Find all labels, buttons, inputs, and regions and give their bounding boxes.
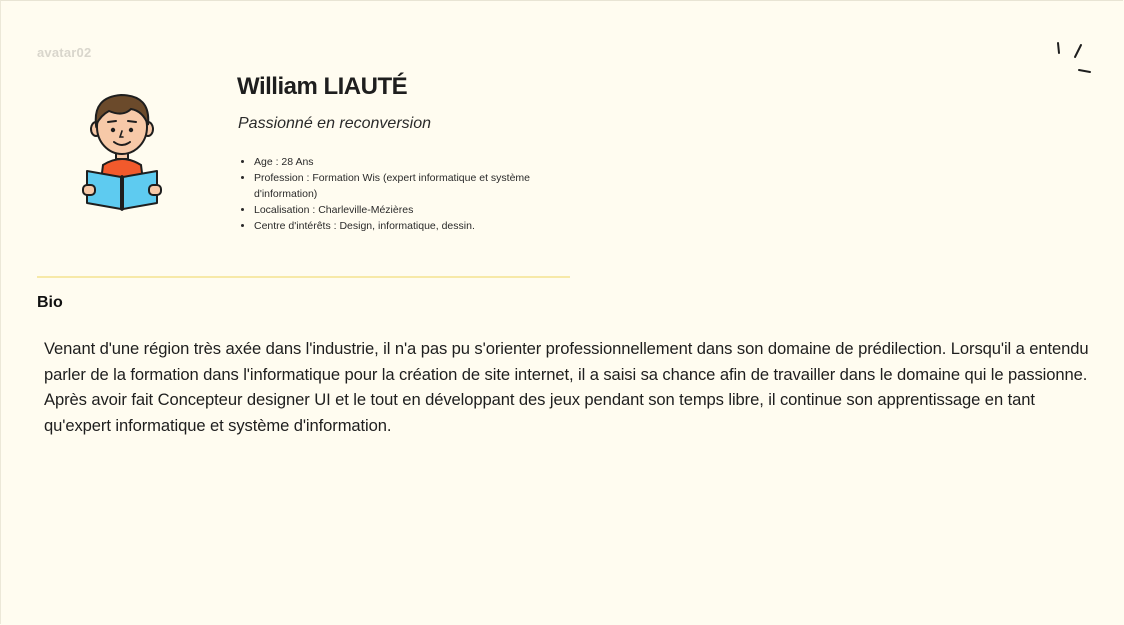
avatar-label: avatar02 [37, 45, 92, 60]
detail-age: • Age : 28 Ans [254, 154, 574, 170]
detail-location: • Localisation : Charleville-Mézières [254, 202, 574, 218]
sparkle-doodle-icon [1053, 39, 1097, 79]
persona-name: William LIAUTÉ [237, 73, 408, 100]
section-divider [37, 276, 570, 278]
persona-tagline: Passionné en reconversion [238, 115, 432, 132]
bio-title: Bio [37, 294, 63, 311]
detail-profession: • Profession : Formation Wis (expert informatique et système d'information) [254, 170, 574, 202]
detail-interests: • Centre d'intérêts : Design, informatique, dessin. [254, 218, 574, 234]
person-reading-book-icon [81, 91, 163, 215]
persona-details-list [238, 154, 574, 234]
bio-text: Venant d'une région très axée dans l'industrie, il n'a pas pu s'orienter professionnellement dans son domaine de prédilection. Lorsqu'il a entendu parler de la formation dans l'informatique pour la création de site internet, il a saisi sa chance afin de travailler dans le domaine qui le passionne. Après avoir fait Concepteur designer UI et le tout en développant des jeux pendant son temps libre, il continue son apprentissage en tant qu'expert informatique et système d'information. [44, 339, 1089, 435]
